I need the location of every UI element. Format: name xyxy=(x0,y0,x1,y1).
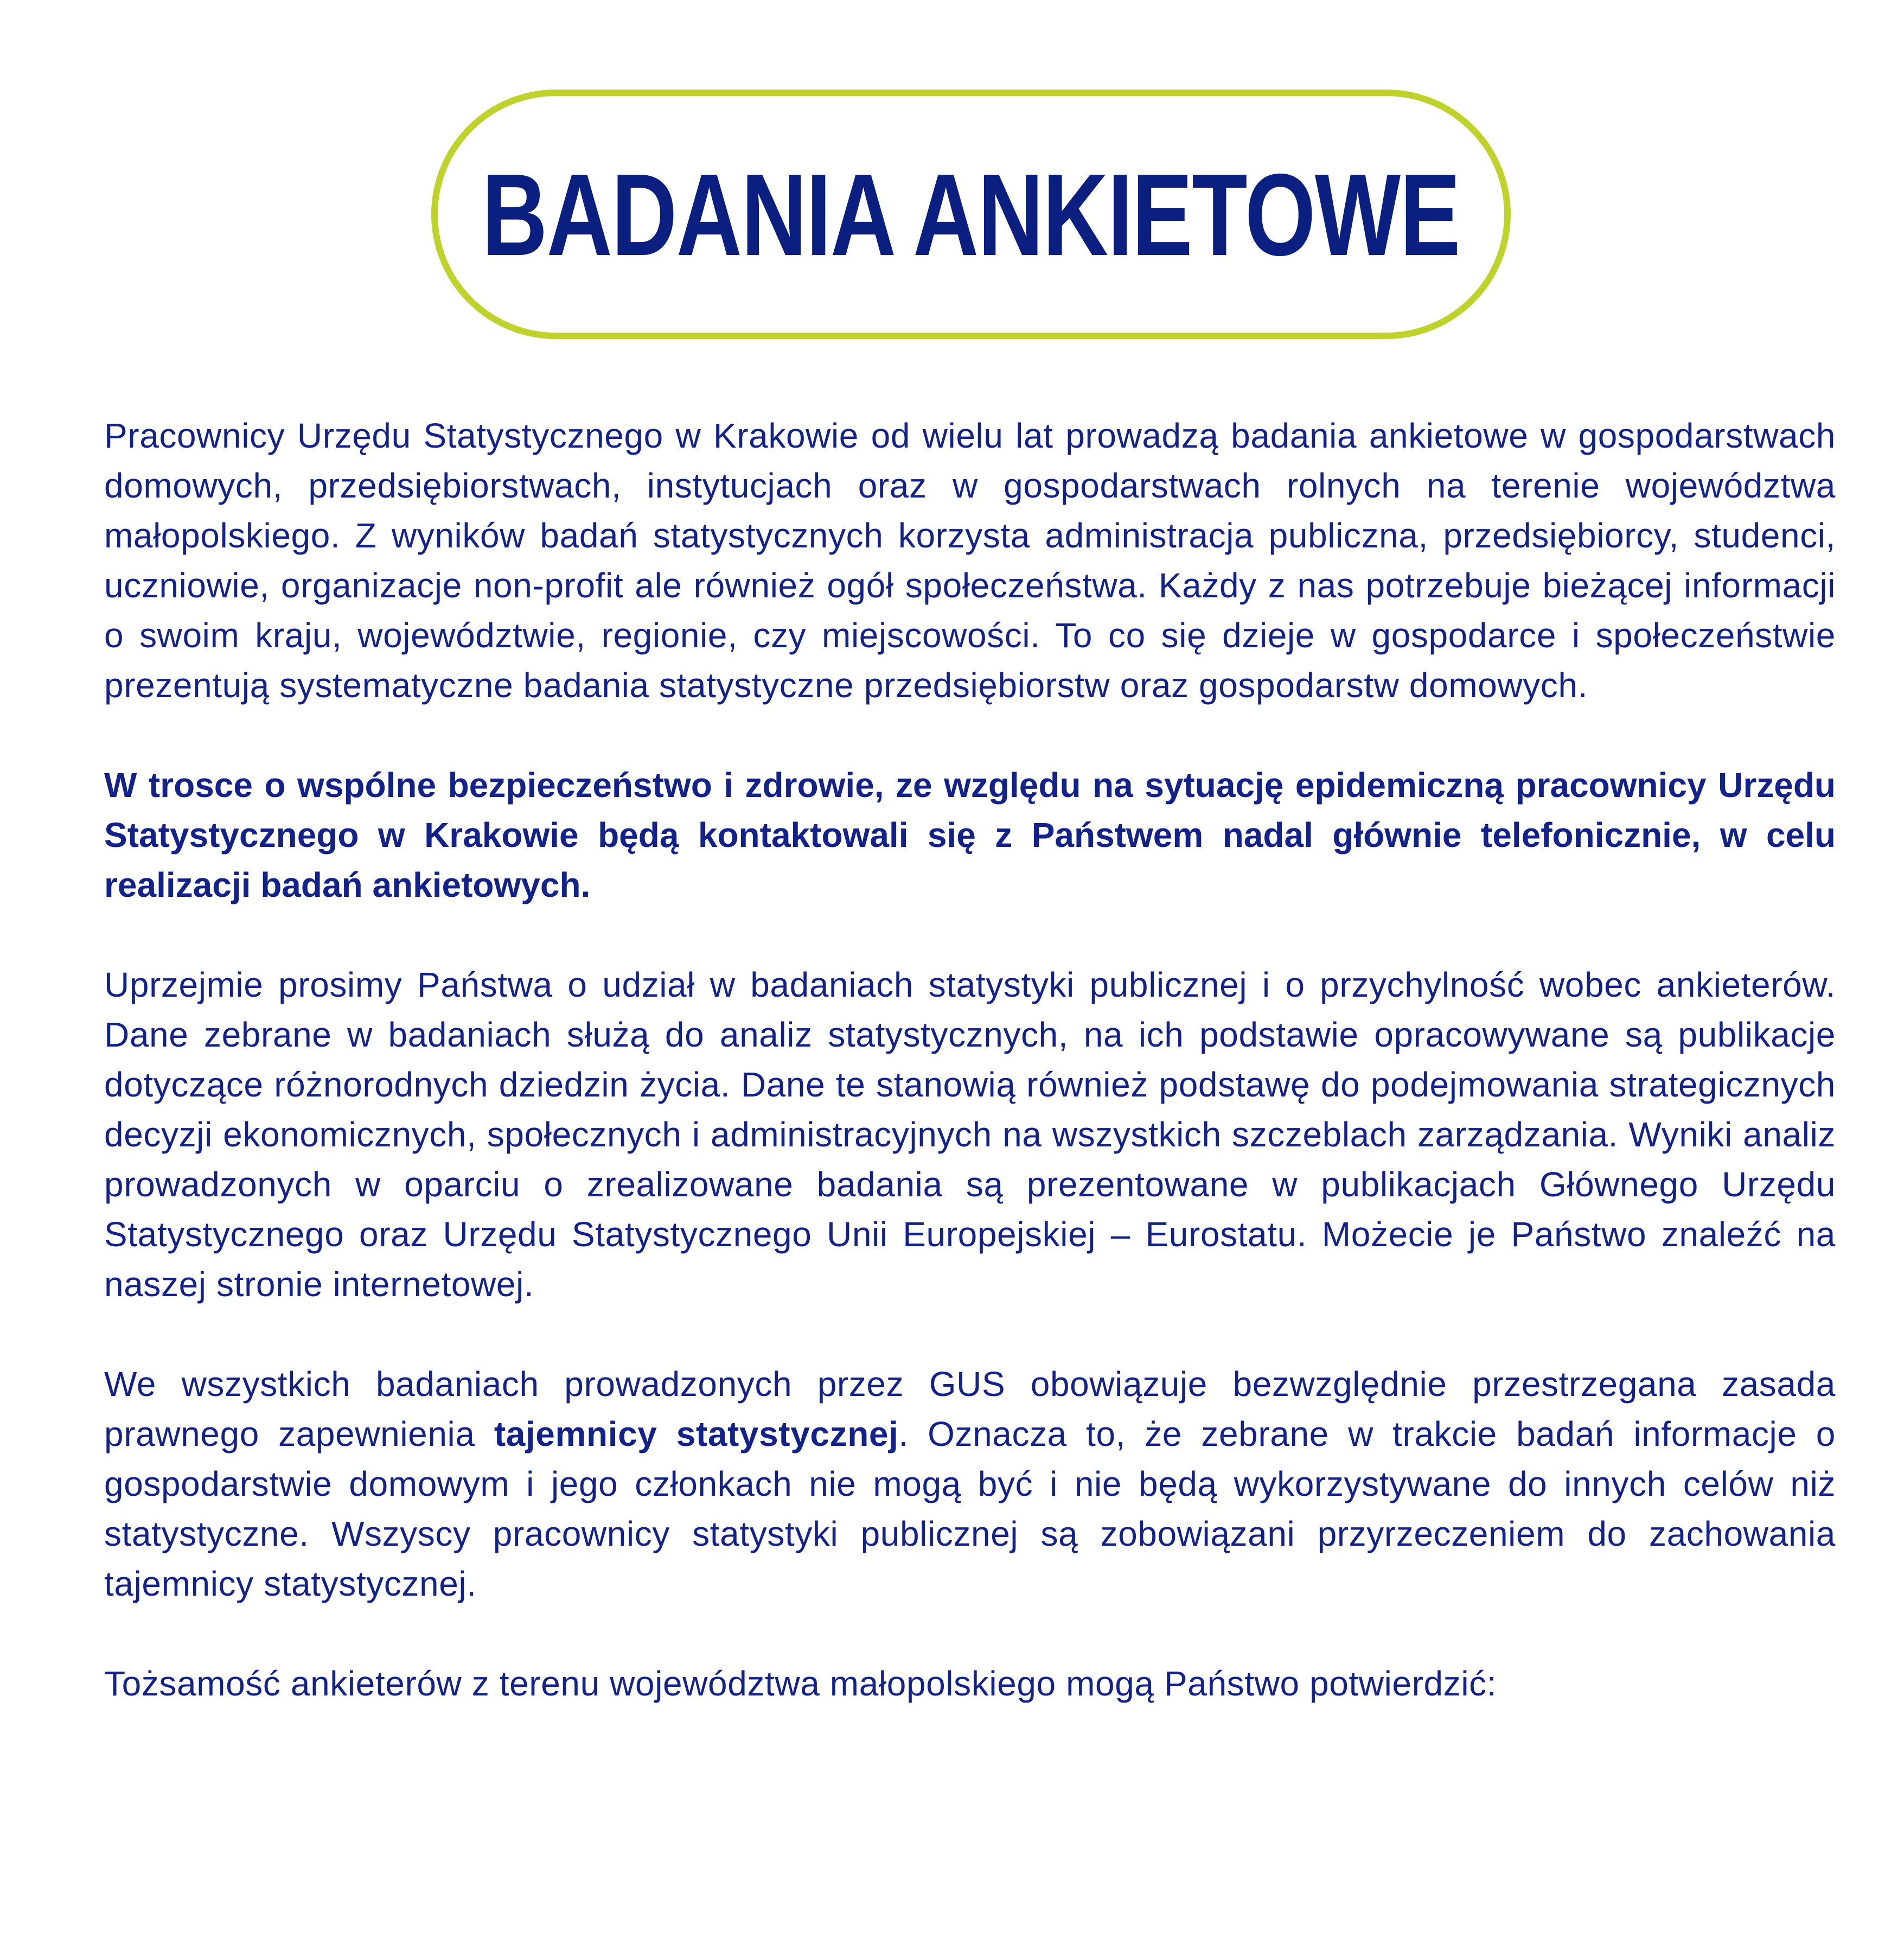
document-body xyxy=(104,411,1836,1708)
intro-paragraph: Pracownicy Urzędu Statystycznego w Krakowie od wielu lat prowadzą badania ankietowe w gospodarstwach domowych, przedsiębiorstwach, instytucjach oraz w gospodarstwach rolnych na terenie województwa małopolskiego. Z wyników badań statystycznych korzysta administracja publiczna, przedsiębiorcy, studenci, uczniowie, organizacje non-profit ale również ogół społeczeństwa. Każdy z nas potrzebuje bieżącej informacji o swoim kraju, województwie, regionie, czy miejscowości. To co się dzieje w gospodarce i społeczeństwie prezentują systematyczne badania statystyczne przedsiębiorstw oraz gospodarstw domowych. xyxy=(104,416,1836,705)
secrecy-text-before: We wszystkich badaniach prowadzonych przez GUS obowiązuje bezwzględnie przestrzegana zasada prawnego zapewnienia xyxy=(104,1365,1836,1453)
secrecy-text-after: . Oznacza to, że zebrane w trakcie badań informacje o gospodarstwie domowym i jego członkach nie mogą być i nie będą wykorzystywane do innych celów niż statystyczne. Wszyscy pracownicy statystyki publicznej są zobowiązani przyrzeczeniem do zachowania tajemnicy statystycznej. xyxy=(104,1414,1836,1603)
statistical-secrecy-term: tajemnicy statystycznej xyxy=(494,1414,899,1453)
title-banner xyxy=(431,90,1511,339)
participation-request-paragraph: Uprzejmie prosimy Państwa o udział w badaniach statystyki publicznej i o przychylność wobec ankieterów. Dane zebrane w badaniach służą do analiz statystycznych, na ich podstawie opracowywane są publikacje dotyczące różnorodnych dziedzin życia. Dane te stanowią również podstawę do podejmowania strategicznych decyzji ekonomicznych, społecznych i administracyjnych na wszystkich szczeblach zarządzania. Wyniki analiz prowadzonych w oparciu o zrealizowane badania są prezentowane w publikacjach Głównego Urzędu Statystycznego oraz Urzędu Statystycznego Unii Europejskiej – Eurostatu. Możecie je Państwo znaleźć na naszej stronie internetowej. xyxy=(104,965,1836,1304)
identity-verification-paragraph: Tożsamość ankieterów z terenu województwa małopolskiego mogą Państwo potwierdzić: xyxy=(104,1664,1497,1703)
page-title: BADANIA ANKIETOWE xyxy=(482,149,1460,280)
epidemic-notice-paragraph: W trosce o wspólne bezpieczeństwo i zdrowie, ze względu na sytuację epidemiczną pracownicy Urzędu Statystycznego w Krakowie będą kontaktowali się z Państwem nadal głównie telefonicznie, w celu realizacji badań ankietowych. xyxy=(104,766,1836,904)
statistical-secrecy-paragraph xyxy=(104,1359,1836,1609)
